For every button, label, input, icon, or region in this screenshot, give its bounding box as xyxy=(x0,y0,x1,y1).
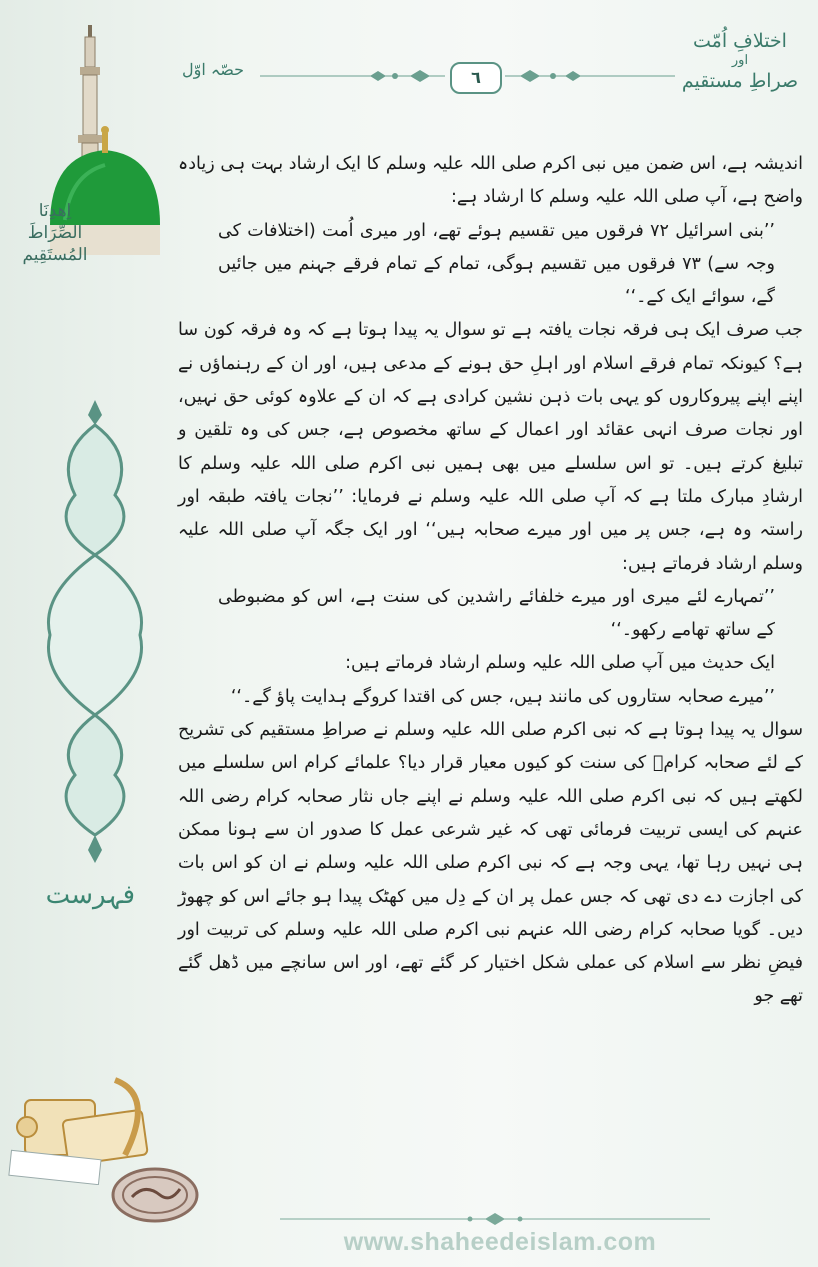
part-label: حصّہ اوّل xyxy=(182,60,245,79)
shaheed-e-islam-seal-logo xyxy=(110,1165,200,1225)
paragraph: ایک حدیث میں آپ صلی اللہ علیہ وسلم ارشاد فرماتے ہیں: xyxy=(345,653,775,674)
main-text xyxy=(178,148,803,1014)
page-number: ٦ xyxy=(450,62,502,94)
left-decor-column xyxy=(0,0,170,1267)
ornamental-medallion xyxy=(40,395,150,865)
medallion-calligraphy: اِهدِنَا الصِّرَاطَ المُستَقِيم xyxy=(22,201,88,265)
book-title-line1: اختلافِ اُمّت xyxy=(693,30,787,52)
hadith-quote: ’’میرے صحابہ ستاروں کی مانند ہیں، جس کی اقتدا کروگے ہدایت پاؤ گے۔‘‘ xyxy=(230,686,775,707)
paragraph: سوال یہ پیدا ہوتا ہے کہ نبی اکرم صلی اللہ علیہ وسلم نے صراطِ مستقیم کی تشریح کے لئے صحابہ کرامؓ کی سنت کو کیوں معیار قرار دیا؟ علمائے کرام اس سلسلے میں لکھتے ہیں کہ نبی اکرم صلی اللہ علیہ وسلم نے اپنے جاں نثار صحابہ کرام رضی اللہ عنہم کی ایسی تربیت فرمائی تھی کہ غیر شرعی عمل کا صدور ان سے ہونا ممکن ہی نہیں رہا تھا، یہی وجہ ہے کہ نبی اکرم صلی اللہ علیہ وسلم نے ان کو اس بات کی اجازت دے دی تھی کہ جس عمل پر ان کے دِل میں کھٹک پیدا ہو جائے اس کو چھوڑ دیں۔ گویا صحابہ کرام رضی اللہ عنہم نبی اکرم صلی اللہ علیہ وسلم کی تربیت اور فیضِ نظر سے اسلام کی عملی شکل اختیار کر گئے تھے، اور اس سانچے میں ڈھل گئے تھے جو xyxy=(178,720,803,1007)
header-ornament-right xyxy=(505,68,675,84)
table-of-contents-link[interactable]: فہرست xyxy=(45,880,135,910)
header-ornament-left xyxy=(260,68,445,84)
hadith-quote: ’’تمہارے لئے میری اور میرے خلفائے راشدین کی سنت ہے، اس کو مضبوطی کے ساتھ تھامے رکھو۔‘‘ xyxy=(218,586,775,641)
book-title-line3: صراطِ مستقیم xyxy=(681,70,799,92)
paragraph: جب صرف ایک ہی فرقہ نجات یافتہ ہے تو سوال یہ پیدا ہوتا ہے کہ وہ فرقہ کون سا ہے؟ کیونکہ تمام فرقے اسلام اور اہلِ حق ہونے کے مدعی ہیں، اور ان کے رہنماؤں نے اپنے اپنے پیروکاروں کو یہی بات ذہن نشین کرادی ہے کہ ان کے علاوہ کوئی حق نہیں، اور نجات صرف انہی عقائد اور اعمال کے ساتھ مخصوص ہے، جس کی وہ تلقین و تبلیغ کرتے ہیں۔ تو اس سلسلے میں بھی ہمیں نبی اکرم صلی اللہ علیہ وسلم کا ارشادِ مبارک ملتا ہے کہ آپ صلی اللہ علیہ وسلم نے فرمایا: ’’نجات یافتہ طبقہ اور راستہ وہ ہے، جس پر میں اور میرے صحابہ ہیں‘‘ اور ایک جگہ آپ صلی اللہ علیہ وسلم ارشاد فرماتے ہیں: xyxy=(178,320,803,574)
page-header xyxy=(170,20,810,130)
book-title-line2: اور xyxy=(731,53,749,68)
hadith-quote: ’’بنی اسرائیل ۷۲ فرقوں میں تقسیم ہوئے تھے، اور میری اُمت (اختلافات کی وجہ سے) ۷۳ فرقوں میں تقسیم ہوگی، تمام کے تمام فرقے جہنم میں جائیں گے، سوائے ایک کے۔‘‘ xyxy=(218,220,775,308)
book-title xyxy=(680,28,800,94)
footer-ornament xyxy=(280,1213,710,1225)
paragraph: اندیشہ ہے، اس ضمن میں نبی اکرم صلی اللہ علیہ وسلم کا ایک ارشاد بہت ہی زیادہ واضح ہے، آپ صلی اللہ علیہ وسلم کا ارشاد ہے: xyxy=(178,154,803,208)
website-url[interactable]: www.shaheedeislam.com xyxy=(343,1228,657,1256)
